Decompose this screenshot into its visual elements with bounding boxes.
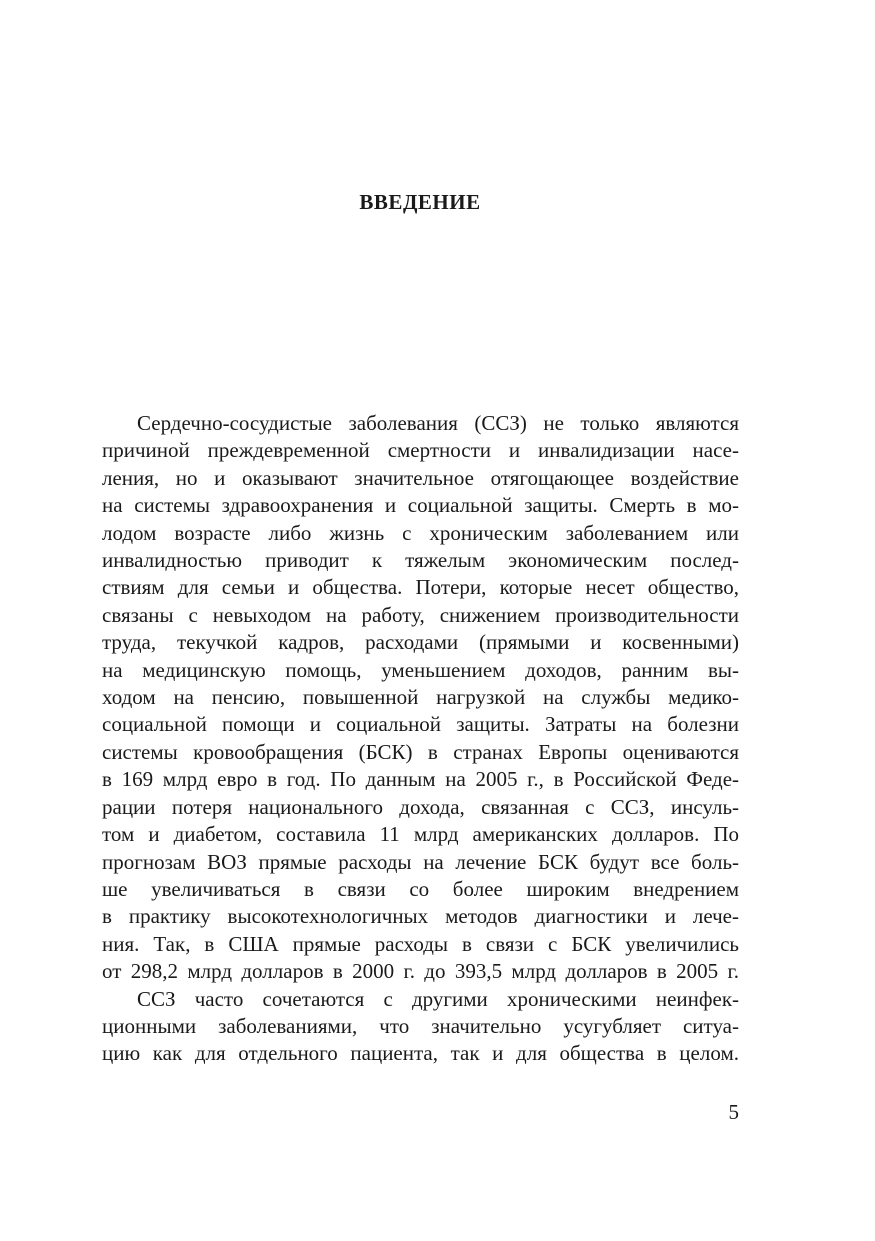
body-text <box>102 410 739 1068</box>
text-line: в практику высокотехнологичных методов диагностики и лече- <box>102 904 740 929</box>
text-line: ходом на пенсию, повышенной нагрузкой на службы медико- <box>102 685 740 710</box>
text-line: Сердечно-сосудистые заболевания (ССЗ) не только являются <box>137 411 739 435</box>
text-line: социальной помощи и социальной защиты. Затраты на болезни <box>102 712 739 737</box>
text-line: том и диабетом, составила 11 млрд американских долларов. По <box>102 822 740 847</box>
page-number: 5 <box>728 1100 739 1124</box>
text-line: лодом возрасте либо жизнь с хроническим заболеванием или <box>102 520 740 545</box>
text-line: цию как для отдельного пациента, так и для общества в целом. <box>102 1041 739 1066</box>
text-line: ше увеличиваться в связи со более широким внедрением <box>102 876 740 901</box>
text-line: в 169 млрд евро в год. По данным на 2005 г., в Российской Феде- <box>102 767 740 792</box>
text-line: системы кровообращения (БСК) в странах Европы оцениваются <box>102 739 739 764</box>
text-line: ционными заболеваниями, что значительно усугубляет ситуа- <box>102 1013 739 1038</box>
text-line: на системы здравоохранения и социальной защиты. Смерть в мо- <box>102 493 739 518</box>
text-line: рации потеря национального дохода, связанная с ССЗ, инсуль- <box>102 794 740 819</box>
text-line: связаны с невыходом на работу, снижением производительности <box>102 602 739 627</box>
text-line: на медицинскую помощь, уменьшением доходов, ранним вы- <box>102 657 740 682</box>
text-line: прогнозам ВОЗ прямые расходы на лечение БСК будут все боль- <box>102 849 740 874</box>
text-line: от 298,2 млрд долларов в 2000 г. до 393,5 млрд долларов в 2005 г. <box>102 959 740 984</box>
paragraph-2 <box>102 986 739 1068</box>
paragraph-1 <box>102 410 739 986</box>
text-line: ния. Так, в США прямые расходы в связи с БСК увеличились <box>102 931 739 956</box>
text-line: ления, но и оказывают значительное отягощающее воздействие <box>102 465 739 490</box>
page-title: ВВЕДЕНИЕ <box>359 190 481 214</box>
text-line: труда, текучкой кадров, расходами (прямыми и косвенными) <box>102 630 740 655</box>
text-line: ствиям для семьи и общества. Потери, которые несет общество, <box>102 575 740 600</box>
text-line: причиной преждевременной смертности и инвалидизации насе- <box>102 438 739 463</box>
text-line: ССЗ часто сочетаются с другими хроническими неинфек- <box>137 986 740 1011</box>
text-line: инвалидностью приводит к тяжелым экономическим послед- <box>102 548 739 573</box>
